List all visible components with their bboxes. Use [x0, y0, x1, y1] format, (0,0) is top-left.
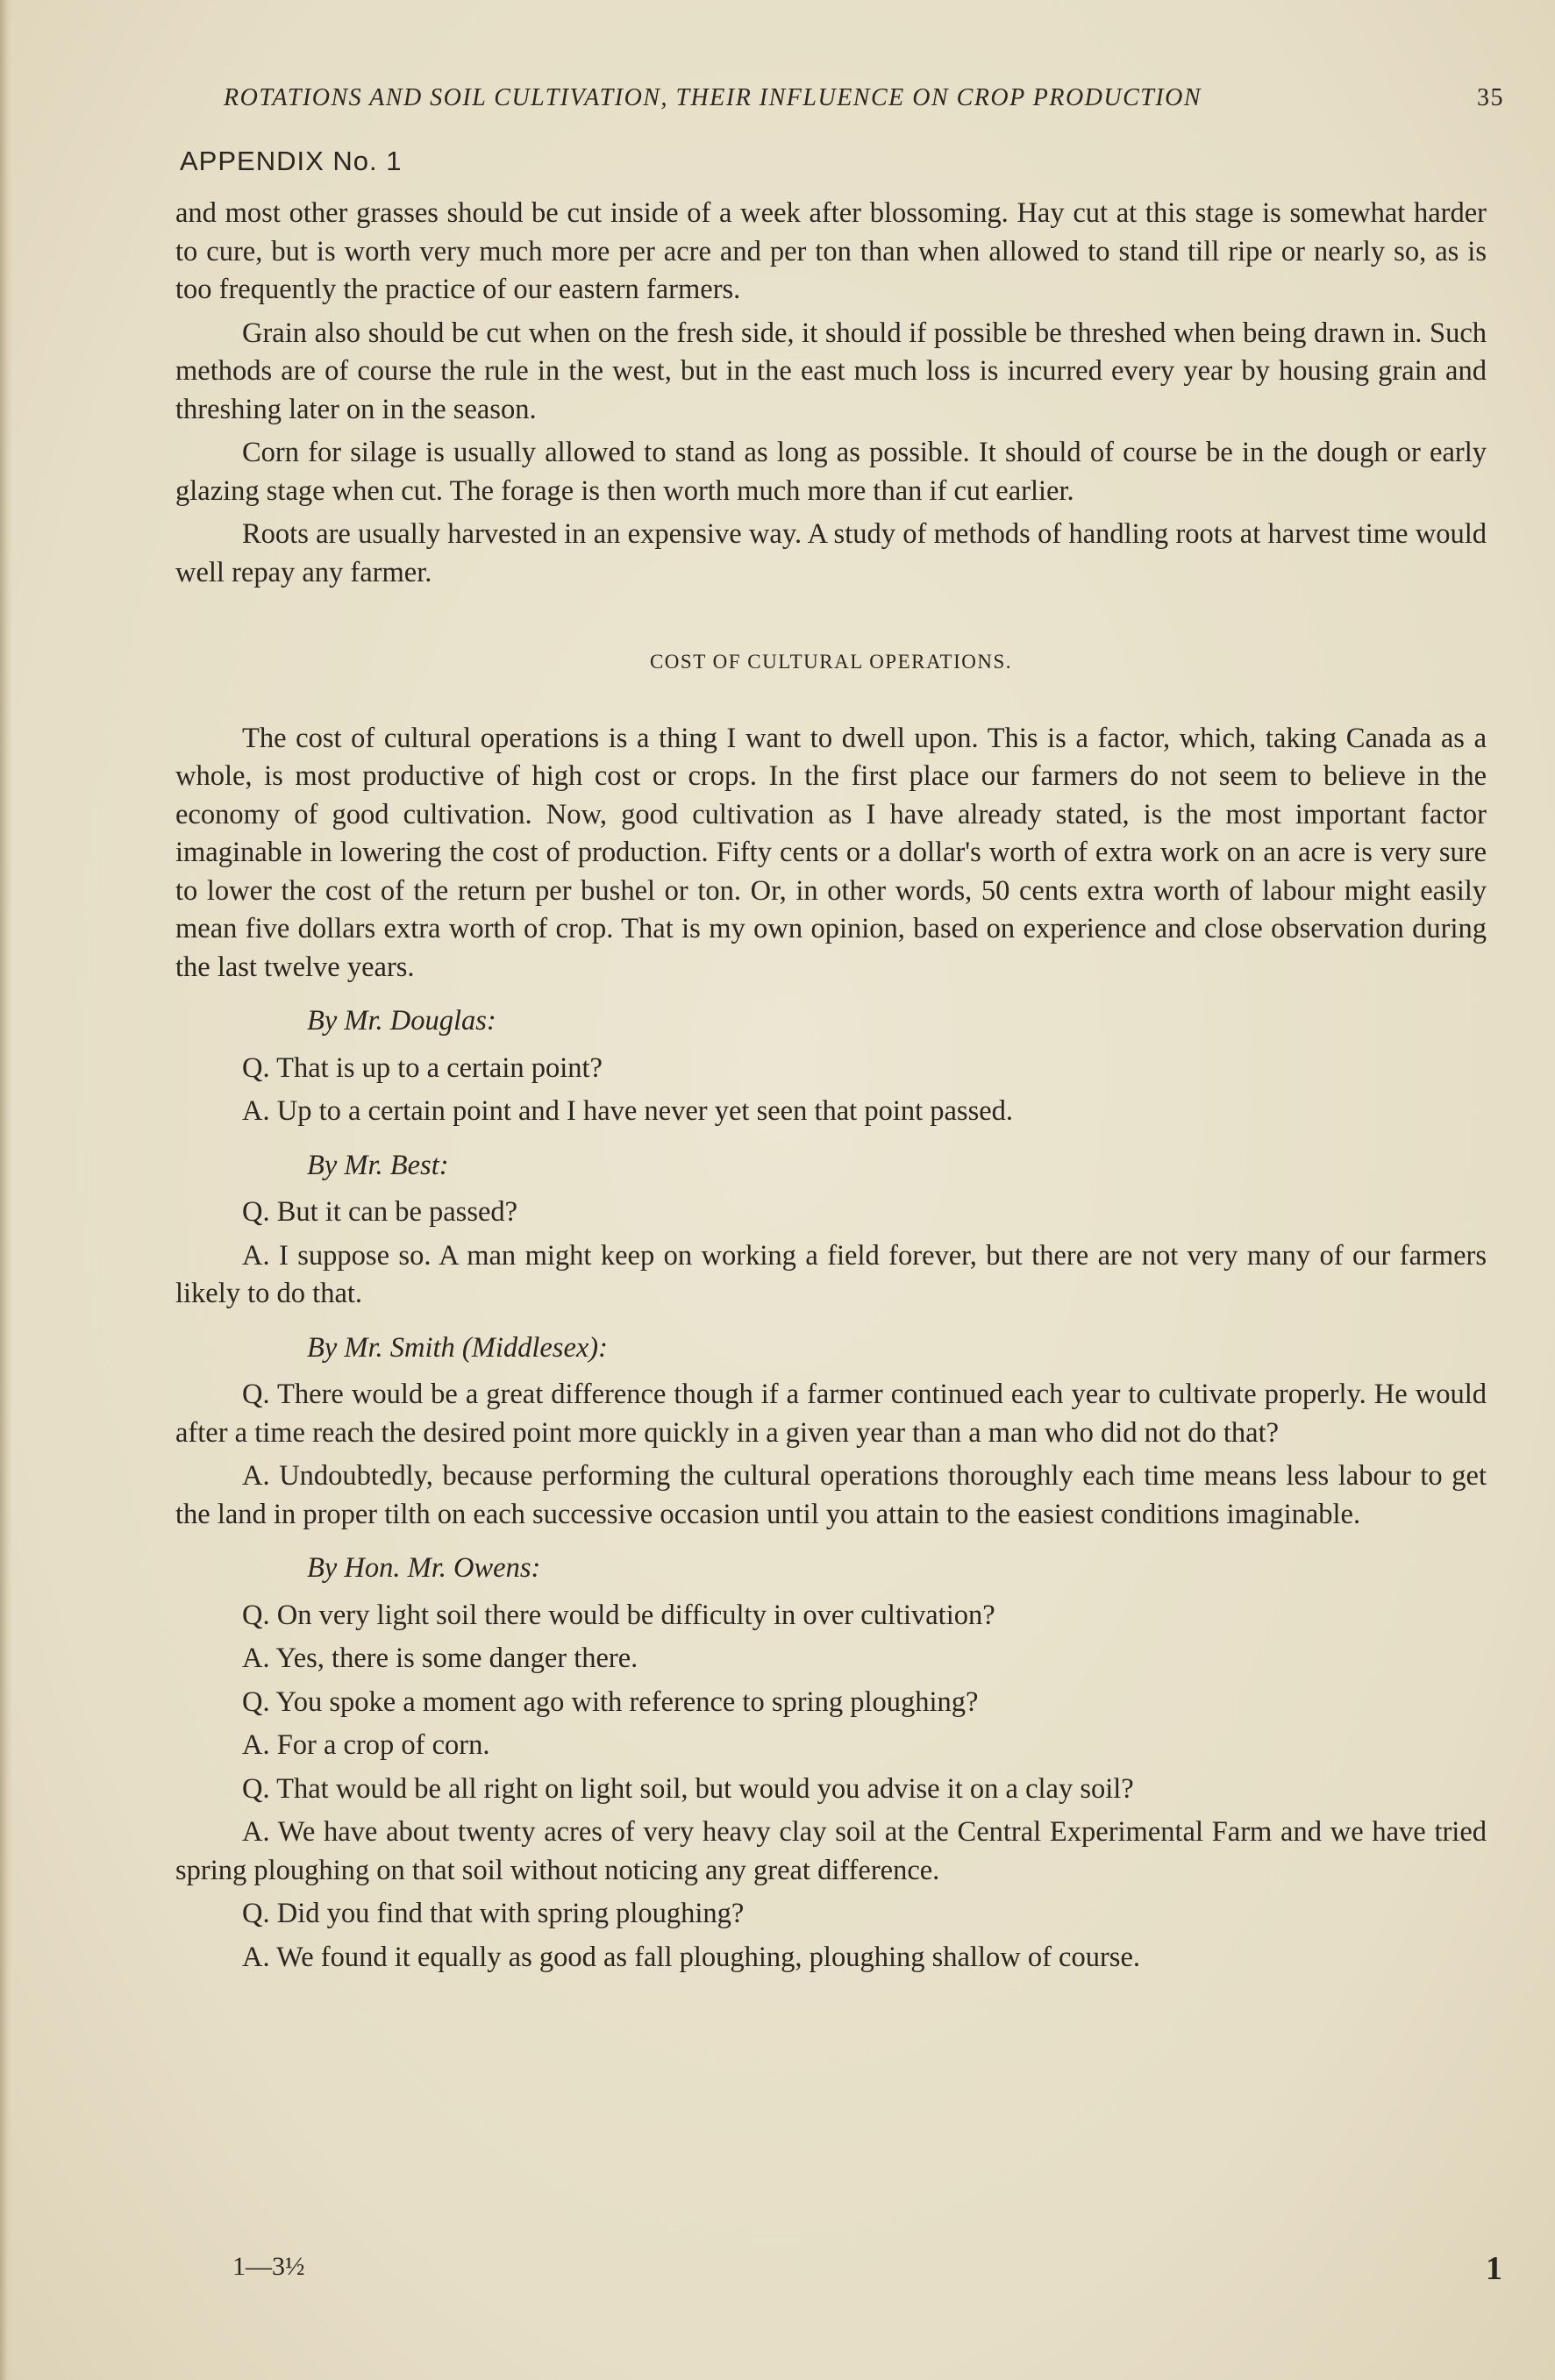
body-text	[175, 195, 1487, 1982]
answer: A. Yes, there is some danger there.	[242, 1642, 638, 1674]
speaker-heading: By Mr. Best:	[307, 1149, 449, 1181]
question: Q. There would be a great difference though if a farmer continued each year to cultivate properly. He would after a time reach the desired point more quickly in a given year than a man who did not do that?	[175, 1379, 1487, 1449]
answer: A. We found it equally as good as fall ploughing, ploughing shallow of course.	[242, 1941, 1140, 1973]
question: Q. That is up to a certain point?	[242, 1051, 603, 1084]
paragraph: Roots are usually harvested in an expensive way. A study of methods of handling roots at harvest time would well repay any farmer.	[175, 518, 1487, 588]
signature-mark: 1—3½	[232, 2252, 305, 2281]
speaker-heading: By Mr. Smith (Middlesex):	[307, 1331, 608, 1364]
question: Q. That would be all right on light soil, but would you advise it on a clay soil?	[242, 1772, 1134, 1805]
page-edge	[0, 0, 12, 2380]
running-header	[224, 84, 1504, 112]
answer: A. We have about twenty acres of very heavy clay soil at the Central Experimental Farm and we have tried spring ploughing on that soil without noticing any great difference.	[175, 1816, 1487, 1886]
running-title: ROTATIONS AND SOIL CULTIVATION, THEIR INFLUENCE ON CROP PRODUCTION	[224, 84, 1202, 111]
question: Q. But it can be passed?	[242, 1196, 518, 1228]
question: Q. Did you find that with spring ploughing?	[242, 1898, 745, 1929]
speaker-heading: By Mr. Douglas:	[307, 1005, 496, 1037]
speaker-heading: By Hon. Mr. Owens:	[307, 1552, 541, 1584]
paragraph: Grain also should be cut when on the fresh side, it should if possible be threshed when being drawn in. Such methods are of course the rule in the west, but in the east much loss is incurred every year by housing grain and threshing later on in the season.	[175, 317, 1487, 425]
answer: A. Undoubtedly, because performing the cultural operations thoroughly each time means less labour to get the land in proper tilth on each successive occasion until you attain to the easiest conditions imaginable.	[175, 1460, 1487, 1530]
paragraph: The cost of cultural operations is a thing I want to dwell upon. This is a factor, which, taking Canada as a whole, is most productive of high cost or crops. In the first place our farmers do not seem to believe in the economy of good cultivation. Now, good cultivation as I have already stated, is the most important factor imaginable in lowering the cost of production. Fifty cents or a dollar's worth of extra work on an acre is very sure to lower the cost of the return per bushel or ton. Or, in other words, 50 cents extra worth of labour might easily mean five dollars extra worth of crop. That is my own opinion, based on experience and close observation during the last twelve years.	[175, 722, 1487, 983]
question: Q. On very light soil there would be difficulty in over cultivation?	[242, 1599, 995, 1631]
answer: A. I suppose so. A man might keep on working a field forever, but there are not very many of our farmers likely to do that.	[175, 1239, 1487, 1309]
paragraph: and most other grasses should be cut inside of a week after blossoming. Hay cut at this stage is somewhat harder to cure, but is worth very much more per acre and per ton than when allowed to stand till ripe or nearly so, as is too frequently the practice of our eastern farmers.	[175, 197, 1487, 305]
paragraph: Corn for silage is usually allowed to stand as long as possible. It should of course be in the dough or early glazing stage when cut. The forage is then worth much more than if cut earlier.	[175, 437, 1487, 507]
answer: A. For a crop of corn.	[242, 1729, 490, 1761]
section-title: COST OF CULTURAL OPERATIONS.	[649, 651, 1013, 673]
answer: A. Up to a certain point and I have never yet seen that point passed.	[242, 1095, 1014, 1127]
appendix-label: APPENDIX No. 1	[180, 146, 403, 176]
question: Q. You spoke a moment ago with reference to spring ploughing?	[242, 1685, 979, 1718]
corner-mark: 1	[1486, 2250, 1502, 2287]
page-number: 35	[1477, 84, 1504, 111]
